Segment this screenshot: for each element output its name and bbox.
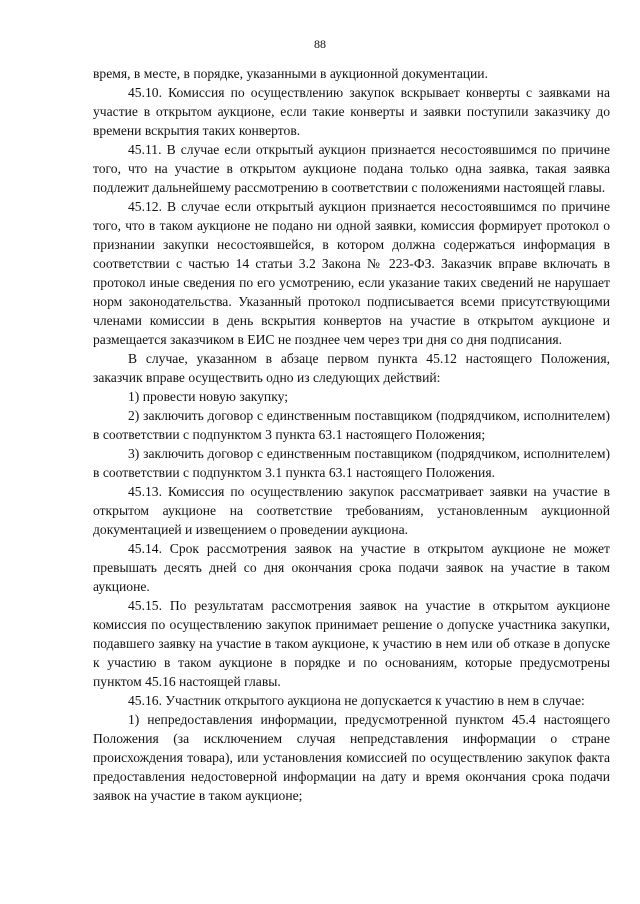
paragraph: 45.12. В случае если открытый аукцион признается несостоявшимся по причине того, что в таком аукционе не подано ни одной заявки, комиссия формирует протокол о признании закупки несостоявшейся, в котором должна содержаться информация в соответствии с частью 14 статьи 3.2 Закона № 223-ФЗ. Заказчик вправе включать в протокол иные сведения по его усмотрению, если указание таких сведений не нарушает норм законодательства. Указанный протокол подписывается всеми присутствующими членами комиссии в день вскрытия конвертов на участие в открытом аукционе и размещается заказчиком в ЕИС не позднее чем через три дня со дня подписания. [93, 199, 610, 347]
paragraph: 45.11. В случае если открытый аукцион признается несостоявшимся по причине того, что на участие в открытом аукционе подана только одна заявка, такая заявка подлежит дальнейшему рассмотрению в соответствии с положениями настоящей главы. [93, 142, 610, 195]
list-item: 3) заключить договор с единственным поставщиком (подрядчиком, исполнителем) в соответствии с подпунктом 3.1 пункта 63.1 настоящего Положения. [93, 446, 610, 480]
paragraph: 45.16. Участник открытого аукциона не допускается к участию в нем в случае: [128, 693, 585, 708]
page-number: 88 [314, 37, 326, 51]
paragraph: время, в месте, в порядке, указанными в аукционной документации. [93, 66, 488, 81]
list-item: 1) провести новую закупку; [128, 389, 289, 404]
paragraph: В случае, указанном в абзаце первом пункта 45.12 настоящего Положения, заказчик вправе осуществить одно из следующих действий: [93, 351, 610, 385]
list-item: 2) заключить договор с единственным поставщиком (подрядчиком, исполнителем) в соответствии с подпунктом 3 пункта 63.1 настоящего Положения; [93, 408, 610, 442]
paragraph: 45.10. Комиссия по осуществлению закупок вскрывает конверты с заявками на участие в открытом аукционе, если такие конверты и заявки поступили заказчику до времени вскрытия таких конвертов. [93, 85, 610, 138]
paragraph: 45.15. По результатам рассмотрения заявок на участие в открытом аукционе комиссия по осуществлению закупок принимает решение о допуске участника закупки, подавшего заявку на участие в таком аукционе, к участию в нем или об отказе в допуске к участию в таком аукционе в порядке и по основаниям, которые предусмотрены пунктом 45.16 настоящей главы. [93, 598, 610, 689]
document-body [93, 64, 610, 805]
paragraph: 45.14. Срок рассмотрения заявок на участие в открытом аукционе не может превышать десять дней со дня окончания срока подачи заявок на участие в таком аукционе. [93, 541, 610, 594]
list-item: 1) непредоставления информации, предусмотренной пунктом 45.4 настоящего Положения (за исключением случая непредставления информации о стране происхождения товара), или установления комиссией по осуществлению закупок факта предоставления недостоверной информации на дату и время окончания срока подачи заявок на участие в таком аукционе; [93, 712, 610, 803]
paragraph: 45.13. Комиссия по осуществлению закупок рассматривает заявки на участие в открытом аукционе на соответствие требованиям, установленным аукционной документацией и извещением о проведении аукциона. [93, 484, 610, 537]
